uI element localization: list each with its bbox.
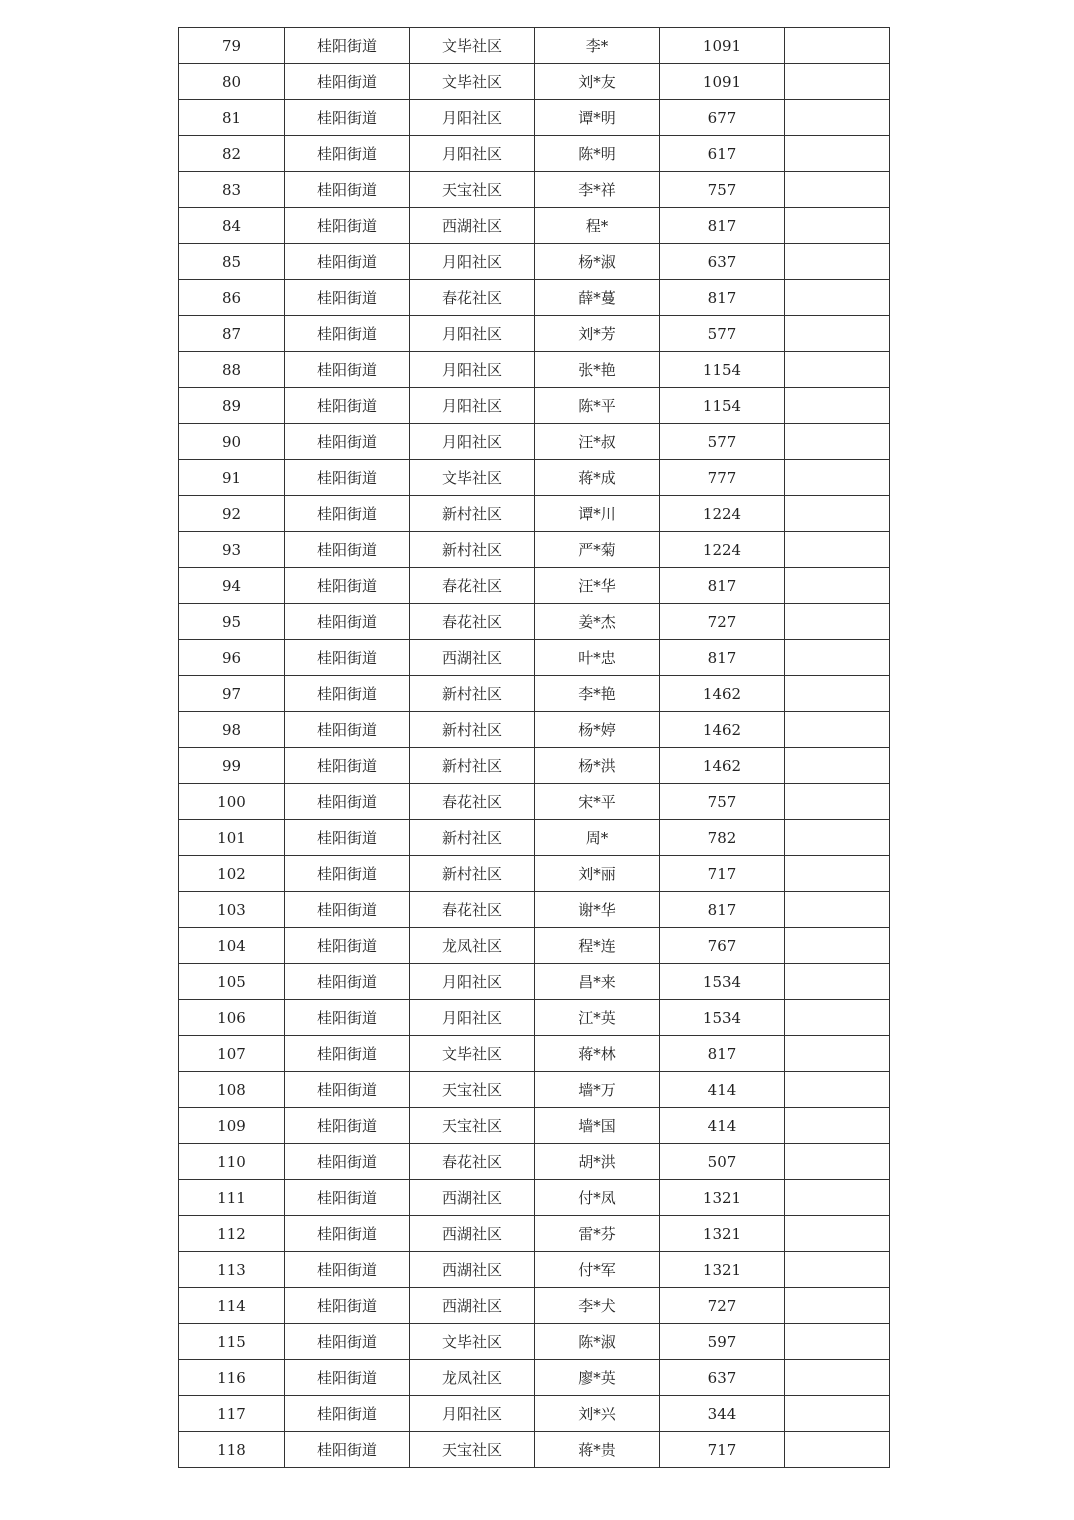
name-cell: 蒋*成 bbox=[535, 460, 660, 496]
table-row bbox=[179, 1000, 890, 1036]
street-cell: 桂阳街道 bbox=[285, 568, 410, 604]
table-row bbox=[179, 1072, 890, 1108]
note-cell bbox=[785, 676, 890, 712]
amount-cell: 817 bbox=[660, 640, 785, 676]
name-cell: 杨*洪 bbox=[535, 748, 660, 784]
row-number-cell: 108 bbox=[179, 1072, 285, 1108]
name-cell: 李* bbox=[535, 28, 660, 64]
street-cell: 桂阳街道 bbox=[285, 712, 410, 748]
street-cell: 桂阳街道 bbox=[285, 28, 410, 64]
note-cell bbox=[785, 712, 890, 748]
row-number-cell: 109 bbox=[179, 1108, 285, 1144]
note-cell bbox=[785, 1432, 890, 1468]
amount-cell: 414 bbox=[660, 1072, 785, 1108]
community-cell: 春花社区 bbox=[410, 784, 535, 820]
name-cell: 廖*英 bbox=[535, 1360, 660, 1396]
street-cell: 桂阳街道 bbox=[285, 1288, 410, 1324]
note-cell bbox=[785, 1144, 890, 1180]
community-cell: 文毕社区 bbox=[410, 64, 535, 100]
table-row bbox=[179, 676, 890, 712]
name-cell: 汪*叔 bbox=[535, 424, 660, 460]
table-row bbox=[179, 100, 890, 136]
community-cell: 文毕社区 bbox=[410, 460, 535, 496]
table-row bbox=[179, 388, 890, 424]
row-number-cell: 84 bbox=[179, 208, 285, 244]
table-row bbox=[179, 892, 890, 928]
street-cell: 桂阳街道 bbox=[285, 1396, 410, 1432]
note-cell bbox=[785, 424, 890, 460]
row-number-cell: 90 bbox=[179, 424, 285, 460]
table-row bbox=[179, 208, 890, 244]
row-number-cell: 101 bbox=[179, 820, 285, 856]
table-row bbox=[179, 1288, 890, 1324]
table-row bbox=[179, 1360, 890, 1396]
street-cell: 桂阳街道 bbox=[285, 1324, 410, 1360]
note-cell bbox=[785, 316, 890, 352]
name-cell: 汪*华 bbox=[535, 568, 660, 604]
note-cell bbox=[785, 352, 890, 388]
amount-cell: 817 bbox=[660, 892, 785, 928]
amount-cell: 1321 bbox=[660, 1216, 785, 1252]
name-cell: 姜*杰 bbox=[535, 604, 660, 640]
table-row bbox=[179, 712, 890, 748]
street-cell: 桂阳街道 bbox=[285, 208, 410, 244]
community-cell: 文毕社区 bbox=[410, 28, 535, 64]
name-cell: 周* bbox=[535, 820, 660, 856]
row-number-cell: 116 bbox=[179, 1360, 285, 1396]
note-cell bbox=[785, 100, 890, 136]
street-cell: 桂阳街道 bbox=[285, 352, 410, 388]
row-number-cell: 106 bbox=[179, 1000, 285, 1036]
name-cell: 陈*明 bbox=[535, 136, 660, 172]
community-cell: 月阳社区 bbox=[410, 352, 535, 388]
row-number-cell: 80 bbox=[179, 64, 285, 100]
community-cell: 月阳社区 bbox=[410, 316, 535, 352]
name-cell: 李*祥 bbox=[535, 172, 660, 208]
amount-cell: 1154 bbox=[660, 388, 785, 424]
row-number-cell: 99 bbox=[179, 748, 285, 784]
amount-cell: 757 bbox=[660, 172, 785, 208]
table-row bbox=[179, 64, 890, 100]
amount-cell: 717 bbox=[660, 1432, 785, 1468]
row-number-cell: 91 bbox=[179, 460, 285, 496]
street-cell: 桂阳街道 bbox=[285, 244, 410, 280]
table-row bbox=[179, 820, 890, 856]
row-number-cell: 93 bbox=[179, 532, 285, 568]
name-cell: 严*菊 bbox=[535, 532, 660, 568]
note-cell bbox=[785, 568, 890, 604]
name-cell: 薛*蔓 bbox=[535, 280, 660, 316]
street-cell: 桂阳街道 bbox=[285, 1000, 410, 1036]
street-cell: 桂阳街道 bbox=[285, 1252, 410, 1288]
table-row bbox=[179, 424, 890, 460]
row-number-cell: 111 bbox=[179, 1180, 285, 1216]
note-cell bbox=[785, 388, 890, 424]
amount-cell: 1091 bbox=[660, 28, 785, 64]
table-row bbox=[179, 1216, 890, 1252]
community-cell: 新村社区 bbox=[410, 676, 535, 712]
note-cell bbox=[785, 892, 890, 928]
row-number-cell: 105 bbox=[179, 964, 285, 1000]
community-cell: 天宝社区 bbox=[410, 172, 535, 208]
note-cell bbox=[785, 1108, 890, 1144]
street-cell: 桂阳街道 bbox=[285, 1144, 410, 1180]
table-row bbox=[179, 1180, 890, 1216]
table-row bbox=[179, 1108, 890, 1144]
row-number-cell: 115 bbox=[179, 1324, 285, 1360]
row-number-cell: 94 bbox=[179, 568, 285, 604]
amount-cell: 1091 bbox=[660, 64, 785, 100]
name-cell: 付*军 bbox=[535, 1252, 660, 1288]
name-cell: 程*连 bbox=[535, 928, 660, 964]
amount-cell: 1534 bbox=[660, 1000, 785, 1036]
name-cell: 蒋*林 bbox=[535, 1036, 660, 1072]
note-cell bbox=[785, 460, 890, 496]
amount-cell: 1154 bbox=[660, 352, 785, 388]
street-cell: 桂阳街道 bbox=[285, 1432, 410, 1468]
amount-cell: 617 bbox=[660, 136, 785, 172]
amount-cell: 414 bbox=[660, 1108, 785, 1144]
street-cell: 桂阳街道 bbox=[285, 1108, 410, 1144]
street-cell: 桂阳街道 bbox=[285, 1216, 410, 1252]
row-number-cell: 81 bbox=[179, 100, 285, 136]
amount-cell: 677 bbox=[660, 100, 785, 136]
amount-cell: 817 bbox=[660, 208, 785, 244]
name-cell: 杨*婷 bbox=[535, 712, 660, 748]
row-number-cell: 107 bbox=[179, 1036, 285, 1072]
row-number-cell: 102 bbox=[179, 856, 285, 892]
amount-cell: 1224 bbox=[660, 496, 785, 532]
name-cell: 李*艳 bbox=[535, 676, 660, 712]
table-row bbox=[179, 28, 890, 64]
street-cell: 桂阳街道 bbox=[285, 928, 410, 964]
table-row bbox=[179, 1252, 890, 1288]
table-row bbox=[179, 1432, 890, 1468]
note-cell bbox=[785, 928, 890, 964]
note-cell bbox=[785, 1252, 890, 1288]
row-number-cell: 103 bbox=[179, 892, 285, 928]
table-row bbox=[179, 928, 890, 964]
table-row bbox=[179, 748, 890, 784]
name-cell: 宋*平 bbox=[535, 784, 660, 820]
table-row bbox=[179, 460, 890, 496]
row-number-cell: 97 bbox=[179, 676, 285, 712]
name-cell: 刘*兴 bbox=[535, 1396, 660, 1432]
table-row bbox=[179, 604, 890, 640]
community-cell: 文毕社区 bbox=[410, 1036, 535, 1072]
note-cell bbox=[785, 1216, 890, 1252]
community-cell: 春花社区 bbox=[410, 892, 535, 928]
note-cell bbox=[785, 784, 890, 820]
note-cell bbox=[785, 532, 890, 568]
community-cell: 新村社区 bbox=[410, 496, 535, 532]
name-cell: 雷*芬 bbox=[535, 1216, 660, 1252]
note-cell bbox=[785, 1288, 890, 1324]
community-cell: 月阳社区 bbox=[410, 1396, 535, 1432]
note-cell bbox=[785, 1396, 890, 1432]
table-row bbox=[179, 172, 890, 208]
amount-cell: 782 bbox=[660, 820, 785, 856]
row-number-cell: 114 bbox=[179, 1288, 285, 1324]
table-row bbox=[179, 964, 890, 1000]
note-cell bbox=[785, 1360, 890, 1396]
table-row bbox=[179, 1144, 890, 1180]
community-cell: 月阳社区 bbox=[410, 100, 535, 136]
street-cell: 桂阳街道 bbox=[285, 964, 410, 1000]
name-cell: 程* bbox=[535, 208, 660, 244]
note-cell bbox=[785, 496, 890, 532]
community-cell: 西湖社区 bbox=[410, 1180, 535, 1216]
table-row bbox=[179, 1036, 890, 1072]
note-cell bbox=[785, 64, 890, 100]
note-cell bbox=[785, 1324, 890, 1360]
name-cell: 刘*芳 bbox=[535, 316, 660, 352]
community-cell: 西湖社区 bbox=[410, 640, 535, 676]
name-cell: 昌*来 bbox=[535, 964, 660, 1000]
table-row bbox=[179, 316, 890, 352]
row-number-cell: 118 bbox=[179, 1432, 285, 1468]
note-cell bbox=[785, 820, 890, 856]
row-number-cell: 104 bbox=[179, 928, 285, 964]
note-cell bbox=[785, 280, 890, 316]
amount-cell: 1462 bbox=[660, 676, 785, 712]
community-cell: 新村社区 bbox=[410, 820, 535, 856]
name-cell: 张*艳 bbox=[535, 352, 660, 388]
community-cell: 新村社区 bbox=[410, 748, 535, 784]
amount-cell: 727 bbox=[660, 1288, 785, 1324]
note-cell bbox=[785, 172, 890, 208]
name-cell: 李*犬 bbox=[535, 1288, 660, 1324]
amount-cell: 757 bbox=[660, 784, 785, 820]
row-number-cell: 98 bbox=[179, 712, 285, 748]
community-cell: 月阳社区 bbox=[410, 424, 535, 460]
street-cell: 桂阳街道 bbox=[285, 64, 410, 100]
name-cell: 谢*华 bbox=[535, 892, 660, 928]
community-cell: 春花社区 bbox=[410, 1144, 535, 1180]
street-cell: 桂阳街道 bbox=[285, 280, 410, 316]
table-row bbox=[179, 496, 890, 532]
table-row bbox=[179, 1324, 890, 1360]
note-cell bbox=[785, 208, 890, 244]
note-cell bbox=[785, 856, 890, 892]
community-cell: 龙凤社区 bbox=[410, 1360, 535, 1396]
amount-cell: 1534 bbox=[660, 964, 785, 1000]
name-cell: 墙*国 bbox=[535, 1108, 660, 1144]
table-row bbox=[179, 856, 890, 892]
note-cell bbox=[785, 604, 890, 640]
street-cell: 桂阳街道 bbox=[285, 460, 410, 496]
name-cell: 谭*川 bbox=[535, 496, 660, 532]
note-cell bbox=[785, 748, 890, 784]
note-cell bbox=[785, 1072, 890, 1108]
name-cell: 付*凤 bbox=[535, 1180, 660, 1216]
community-cell: 月阳社区 bbox=[410, 388, 535, 424]
community-cell: 西湖社区 bbox=[410, 1216, 535, 1252]
amount-cell: 1321 bbox=[660, 1180, 785, 1216]
community-cell: 天宝社区 bbox=[410, 1072, 535, 1108]
row-number-cell: 89 bbox=[179, 388, 285, 424]
street-cell: 桂阳街道 bbox=[285, 1360, 410, 1396]
amount-cell: 817 bbox=[660, 280, 785, 316]
note-cell bbox=[785, 1036, 890, 1072]
street-cell: 桂阳街道 bbox=[285, 424, 410, 460]
amount-cell: 597 bbox=[660, 1324, 785, 1360]
street-cell: 桂阳街道 bbox=[285, 172, 410, 208]
name-cell: 谭*明 bbox=[535, 100, 660, 136]
amount-cell: 577 bbox=[660, 424, 785, 460]
table-row bbox=[179, 352, 890, 388]
row-number-cell: 87 bbox=[179, 316, 285, 352]
street-cell: 桂阳街道 bbox=[285, 748, 410, 784]
community-cell: 新村社区 bbox=[410, 856, 535, 892]
row-number-cell: 112 bbox=[179, 1216, 285, 1252]
name-cell: 叶*忠 bbox=[535, 640, 660, 676]
street-cell: 桂阳街道 bbox=[285, 388, 410, 424]
community-cell: 天宝社区 bbox=[410, 1432, 535, 1468]
table-row bbox=[179, 1396, 890, 1432]
row-number-cell: 113 bbox=[179, 1252, 285, 1288]
table-row bbox=[179, 532, 890, 568]
amount-cell: 817 bbox=[660, 568, 785, 604]
note-cell bbox=[785, 136, 890, 172]
street-cell: 桂阳街道 bbox=[285, 1036, 410, 1072]
row-number-cell: 96 bbox=[179, 640, 285, 676]
community-cell: 龙凤社区 bbox=[410, 928, 535, 964]
note-cell bbox=[785, 1180, 890, 1216]
street-cell: 桂阳街道 bbox=[285, 604, 410, 640]
community-cell: 西湖社区 bbox=[410, 1252, 535, 1288]
amount-cell: 1462 bbox=[660, 712, 785, 748]
row-number-cell: 82 bbox=[179, 136, 285, 172]
table-body bbox=[179, 28, 890, 1468]
community-cell: 月阳社区 bbox=[410, 964, 535, 1000]
row-number-cell: 117 bbox=[179, 1396, 285, 1432]
community-cell: 西湖社区 bbox=[410, 1288, 535, 1324]
name-cell: 蒋*贵 bbox=[535, 1432, 660, 1468]
community-cell: 月阳社区 bbox=[410, 136, 535, 172]
amount-cell: 817 bbox=[660, 1036, 785, 1072]
street-cell: 桂阳街道 bbox=[285, 1180, 410, 1216]
amount-cell: 507 bbox=[660, 1144, 785, 1180]
table-row bbox=[179, 784, 890, 820]
row-number-cell: 83 bbox=[179, 172, 285, 208]
name-cell: 江*英 bbox=[535, 1000, 660, 1036]
table-row bbox=[179, 568, 890, 604]
note-cell bbox=[785, 28, 890, 64]
community-cell: 月阳社区 bbox=[410, 1000, 535, 1036]
street-cell: 桂阳街道 bbox=[285, 1072, 410, 1108]
street-cell: 桂阳街道 bbox=[285, 640, 410, 676]
street-cell: 桂阳街道 bbox=[285, 892, 410, 928]
row-number-cell: 88 bbox=[179, 352, 285, 388]
name-cell: 刘*友 bbox=[535, 64, 660, 100]
table-row bbox=[179, 244, 890, 280]
row-number-cell: 110 bbox=[179, 1144, 285, 1180]
note-cell bbox=[785, 640, 890, 676]
street-cell: 桂阳街道 bbox=[285, 856, 410, 892]
community-cell: 文毕社区 bbox=[410, 1324, 535, 1360]
community-cell: 春花社区 bbox=[410, 604, 535, 640]
table-row bbox=[179, 640, 890, 676]
data-table bbox=[178, 27, 890, 1468]
amount-cell: 1321 bbox=[660, 1252, 785, 1288]
note-cell bbox=[785, 964, 890, 1000]
row-number-cell: 79 bbox=[179, 28, 285, 64]
row-number-cell: 95 bbox=[179, 604, 285, 640]
name-cell: 陈*淑 bbox=[535, 1324, 660, 1360]
community-cell: 春花社区 bbox=[410, 568, 535, 604]
street-cell: 桂阳街道 bbox=[285, 496, 410, 532]
street-cell: 桂阳街道 bbox=[285, 532, 410, 568]
note-cell bbox=[785, 1000, 890, 1036]
community-cell: 天宝社区 bbox=[410, 1108, 535, 1144]
name-cell: 墙*万 bbox=[535, 1072, 660, 1108]
amount-cell: 637 bbox=[660, 244, 785, 280]
street-cell: 桂阳街道 bbox=[285, 136, 410, 172]
name-cell: 刘*丽 bbox=[535, 856, 660, 892]
community-cell: 月阳社区 bbox=[410, 244, 535, 280]
table-row bbox=[179, 136, 890, 172]
community-cell: 新村社区 bbox=[410, 712, 535, 748]
street-cell: 桂阳街道 bbox=[285, 784, 410, 820]
row-number-cell: 86 bbox=[179, 280, 285, 316]
street-cell: 桂阳街道 bbox=[285, 676, 410, 712]
amount-cell: 767 bbox=[660, 928, 785, 964]
name-cell: 杨*淑 bbox=[535, 244, 660, 280]
street-cell: 桂阳街道 bbox=[285, 100, 410, 136]
amount-cell: 637 bbox=[660, 1360, 785, 1396]
row-number-cell: 92 bbox=[179, 496, 285, 532]
community-cell: 新村社区 bbox=[410, 532, 535, 568]
amount-cell: 1462 bbox=[660, 748, 785, 784]
amount-cell: 777 bbox=[660, 460, 785, 496]
table-row bbox=[179, 280, 890, 316]
row-number-cell: 100 bbox=[179, 784, 285, 820]
street-cell: 桂阳街道 bbox=[285, 316, 410, 352]
amount-cell: 727 bbox=[660, 604, 785, 640]
community-cell: 春花社区 bbox=[410, 280, 535, 316]
amount-cell: 1224 bbox=[660, 532, 785, 568]
street-cell: 桂阳街道 bbox=[285, 820, 410, 856]
amount-cell: 717 bbox=[660, 856, 785, 892]
community-cell: 西湖社区 bbox=[410, 208, 535, 244]
amount-cell: 344 bbox=[660, 1396, 785, 1432]
name-cell: 陈*平 bbox=[535, 388, 660, 424]
note-cell bbox=[785, 244, 890, 280]
amount-cell: 577 bbox=[660, 316, 785, 352]
row-number-cell: 85 bbox=[179, 244, 285, 280]
name-cell: 胡*洪 bbox=[535, 1144, 660, 1180]
